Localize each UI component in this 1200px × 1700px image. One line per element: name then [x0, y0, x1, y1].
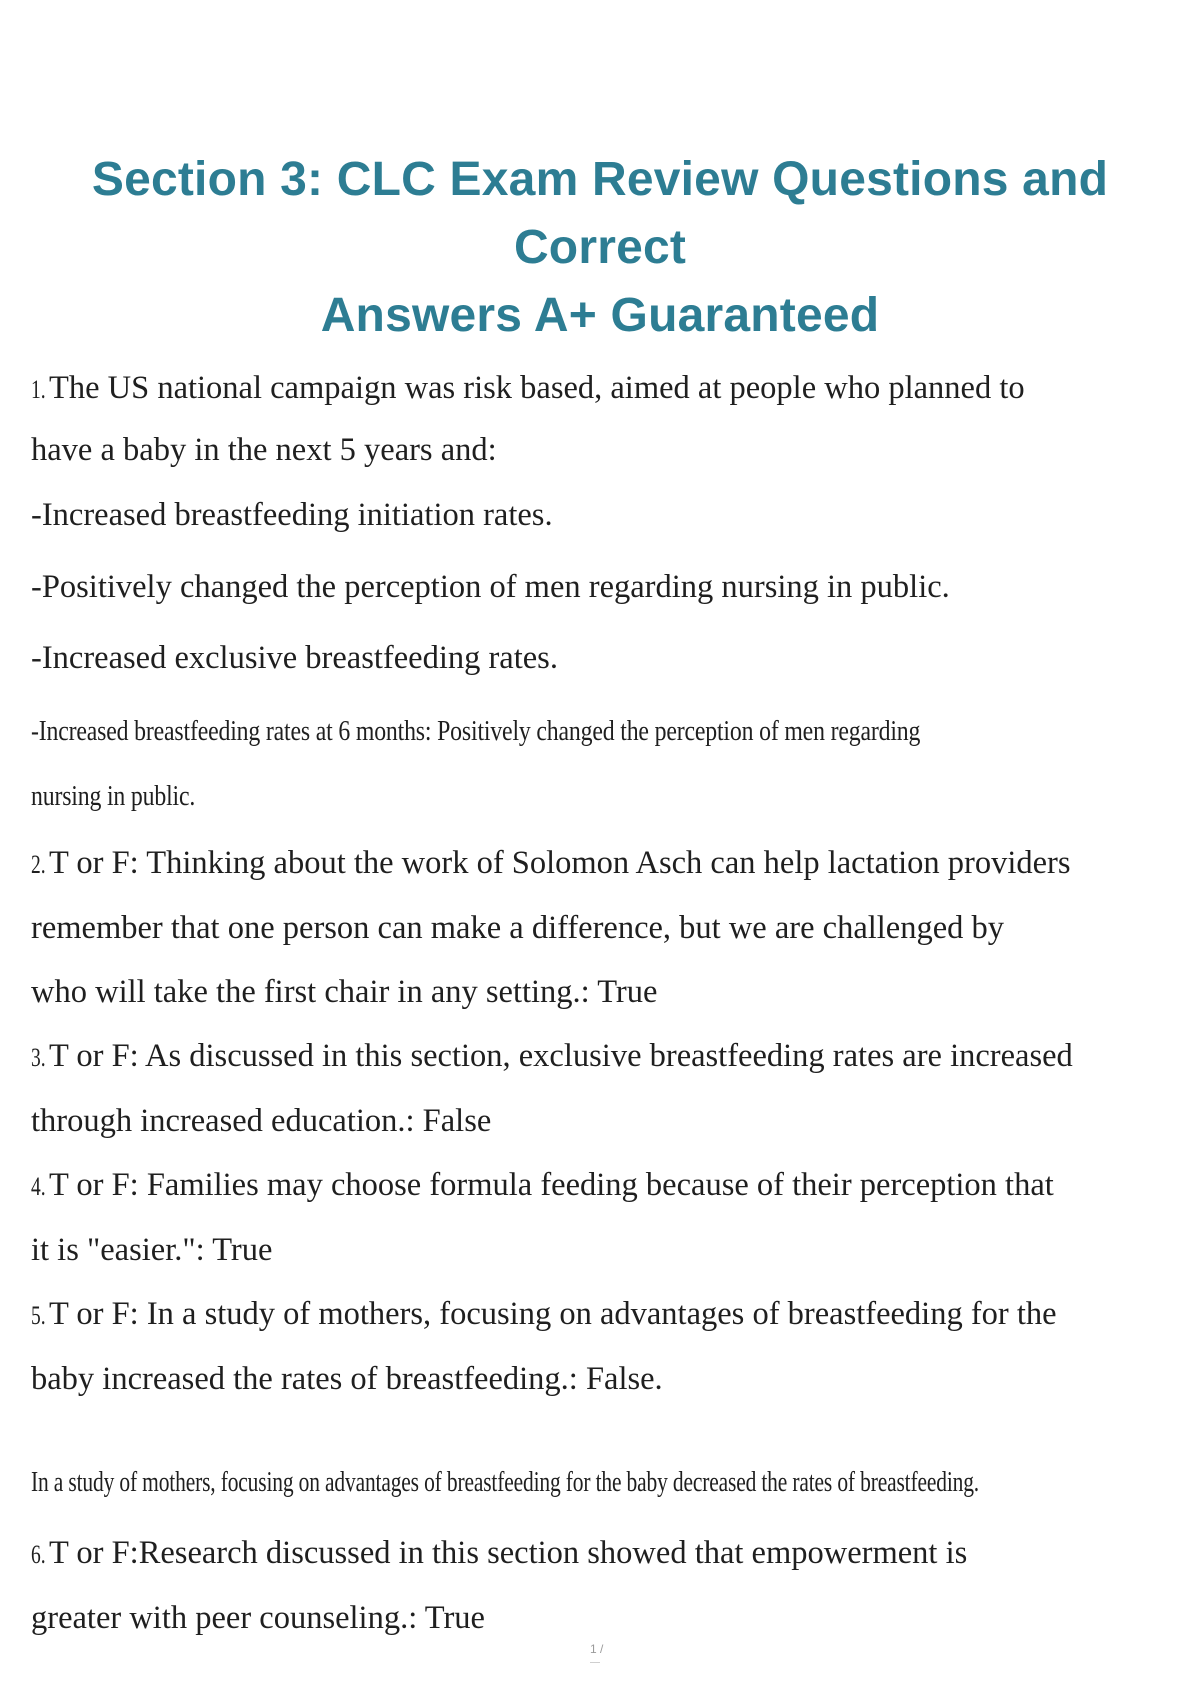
question-1-line-2: have a baby in the next 5 years and: [31, 432, 497, 468]
answer-continuation: nursing in public. [31, 780, 196, 812]
question-text: T or F: In a study of mothers, focusing on advantages of breastfeeding for the [49, 1296, 1057, 1332]
question-text: T or F: As discussed in this section, exclusive breastfeeding rates are increased [49, 1038, 1073, 1074]
question-text: T or F: Thinking about the work of Solomon Asch can help lactation providers [49, 845, 1071, 881]
answer-option: -Increased breastfeeding initiation rates. [31, 497, 553, 533]
page-number: 1 / [590, 1642, 604, 1656]
question-4-line-2: it is "easier.": True [31, 1232, 273, 1268]
question-number: 4. [31, 1172, 46, 1201]
question-3-line-1 [31, 1036, 1073, 1078]
question-number: 2. [31, 850, 46, 879]
answer-explanation: In a study of mothers, focusing on advantages of breastfeeding for the baby decreased the rates of breastfeeding. [31, 1466, 980, 1498]
question-2-line-3: who will take the first chair in any setting.: True [31, 974, 658, 1010]
document-title [20, 146, 1180, 350]
question-4-line-1 [31, 1165, 1054, 1207]
question-6-line-1 [31, 1533, 967, 1575]
page-number-rule [590, 1662, 600, 1663]
question-3-line-2: through increased education.: False [31, 1103, 492, 1139]
question-number: 1. [31, 375, 46, 404]
question-number: 6. [31, 1540, 46, 1569]
answer-option-with-answer: -Increased breastfeeding rates at 6 months: Positively changed the perception of men regarding [31, 715, 921, 747]
question-6-line-2: greater with peer counseling.: True [31, 1600, 485, 1636]
question-number: 3. [31, 1043, 46, 1072]
title-line-1: Section 3: CLC Exam Review Questions and Correct [91, 153, 1109, 274]
title-line-2: Answers A+ Guaranteed [320, 289, 880, 342]
question-number: 5. [31, 1301, 46, 1330]
question-1-line-1 [31, 368, 1025, 410]
question-5-line-1 [31, 1294, 1057, 1336]
question-5-line-2: baby increased the rates of breastfeeding.: False. [31, 1361, 663, 1397]
answer-option: -Increased exclusive breastfeeding rates. [31, 640, 558, 676]
question-2-line-2: remember that one person can make a difference, but we are challenged by [31, 910, 1005, 946]
question-text: T or F:Research discussed in this section showed that empowerment is [49, 1535, 968, 1571]
question-text: The US national campaign was risk based, aimed at people who planned to [49, 370, 1025, 406]
question-2-line-1 [31, 843, 1071, 885]
answer-option: -Positively changed the perception of men regarding nursing in public. [31, 569, 950, 605]
question-text: T or F: Families may choose formula feeding because of their perception that [49, 1167, 1054, 1203]
